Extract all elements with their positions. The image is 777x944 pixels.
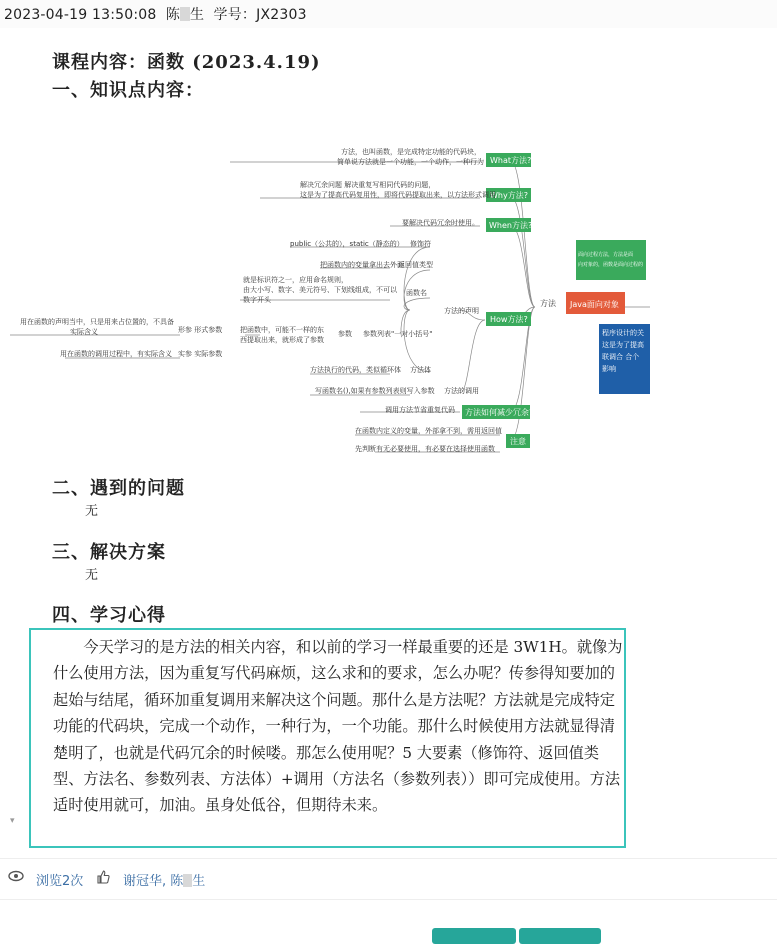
fname-desc-2: 由大小写、数字、美元符号、下划线组成，不可以 [243, 286, 397, 294]
eye-icon [8, 870, 24, 886]
student-id: 学号：JX2303 [213, 7, 307, 23]
tag-what-label: What方法? [490, 156, 532, 165]
tag-why-label: Why方法? [490, 191, 528, 200]
node-body: 方法体 [410, 366, 431, 374]
author-name-suffix: 生 [190, 7, 205, 23]
reflection-line: 调用（方法名（参数列表））即可完成使用。方法适时使用就可，加油。虽 [53, 770, 621, 815]
tag-how-label: How方法? [490, 315, 528, 324]
section-problem-heading: 二、遇到的问题 [52, 478, 185, 499]
tag-note-label: 注意 [510, 437, 526, 446]
reflection-paragraph [53, 634, 623, 819]
header-bar [0, 0, 777, 28]
note-desc-2: 先判断有无必要使用，有必要在选择使用函数 [355, 445, 495, 453]
section-problem-text: 无 [85, 504, 99, 519]
reflection-box [29, 628, 626, 848]
scroll-marker-icon: ▾ [10, 816, 15, 826]
why-desc-1: 解决冗余问题 解决重复写相同代码的问题， [300, 181, 436, 189]
post-footer [0, 858, 777, 900]
when-desc: 要解决代码冗余时使用。 [402, 219, 479, 227]
modifier-desc: public（公共的），static（静态的） [290, 240, 404, 248]
reflection-line: 就像为什么使用方法，因为重复写代码麻烦，这么求和的要求，怎么办呢？ [53, 638, 623, 683]
section-solution-heading: 三、解决方案 [52, 542, 166, 563]
side-note-green-line-1: 面向过程方法，方法是面 [578, 252, 634, 258]
course-title: 课程内容：函数 (2023.4.19) [52, 52, 321, 73]
reflection-line: 法呢？方法就是完成特定功能的代码块，完成一个动作，一种行为，一个功 [53, 690, 615, 736]
section-knowledge-heading: 一、知识点内容： [52, 80, 204, 101]
header-info [4, 4, 307, 24]
section-solution-text: 无 [85, 568, 99, 583]
name-redaction [183, 874, 192, 887]
side-note-blue-line-3: 联调合 合个 [602, 353, 640, 361]
param-desc-1: 把函数中，可能不一样的东 [240, 326, 324, 334]
post-datetime: 2023-04-19 13:50:08 [4, 7, 157, 23]
mindmap-diagram [10, 110, 650, 470]
view-count-link[interactable]: 浏览2次 [36, 874, 84, 889]
reduce-desc: 调用方法节省重复代码 [385, 406, 455, 414]
root-node-label: Java面向对象 [570, 300, 619, 309]
side-note-blue-line-4: 影响 [602, 365, 616, 373]
body-desc: 方法执行的代码，类似循环体 [310, 366, 401, 374]
ret-desc: 把函数内的变量拿出去外面 [320, 261, 404, 269]
side-note-blue-line-1: 程序设计的关 [602, 329, 644, 337]
node-ret: 返回值类型 [398, 261, 433, 269]
what-desc-2: 简单说方法就是一个功能，一个动作，一种行为 [337, 158, 484, 166]
node-method: 方法 [540, 299, 556, 308]
likes-list-link[interactable] [123, 870, 205, 889]
call-desc: 写函数名(),如果有参数列表则写入参数 [315, 387, 435, 395]
name-redaction [180, 7, 190, 21]
node-formal: 形参 形式参数 [178, 326, 223, 334]
node-param: 参数 [338, 330, 352, 338]
node-plist: 参数列表"一对小括号" [363, 330, 433, 338]
formal-desc-1: 用在函数的声明当中，只是用来占位置的，不具备 [20, 318, 174, 326]
node-modifier: 修饰符 [410, 240, 431, 248]
formal-desc-2: 实际含义 [70, 328, 98, 336]
node-call: 方法的调用 [444, 387, 479, 395]
tag-when-label: When方法? [489, 221, 533, 230]
side-note-blue-line-2: 这是为了提高 [602, 341, 644, 349]
side-note-green-line-2: 向对象的，函数是面向过程的 [578, 262, 644, 268]
side-note-green [576, 240, 646, 280]
likes-suffix: 生 [192, 874, 206, 889]
likes-prefix: 谢冠华, 陈 [123, 874, 184, 889]
thumbs-up-icon[interactable] [96, 870, 110, 888]
node-decl: 方法的声明 [444, 307, 479, 315]
fname-desc-3: 数字开头 [243, 296, 271, 304]
action-button-1[interactable] [432, 928, 516, 944]
author-name-prefix: 陈 [165, 7, 181, 23]
what-desc-1: 方法，也叫函数，是完成特定功能的代码块， [341, 148, 481, 156]
action-button-2[interactable] [519, 928, 601, 944]
why-desc-2: 这是为了提高代码复用性，即将代码提取出来，以方法形式调用 [300, 191, 496, 199]
param-desc-2: 西提取出来，就形成了参数 [240, 336, 324, 344]
note-desc-1: 在函数内定义的变量，外部拿不到，需用返回值 [355, 427, 502, 435]
tag-reduce-label: 方法如何减少冗余? [465, 408, 534, 417]
document-image [0, 36, 777, 851]
reflection-line: 么使用呢？5 大要素（修饰符、返回值类型、方法名、参数列表、方法体）+ [53, 743, 600, 789]
reflection-line: 身处低谷，但期待未来。 [220, 796, 388, 815]
reflection-line: 传参得知要加的起始与结尾，循环加重复调用来解决这个问题。那什么是方 [53, 664, 615, 709]
actual-desc: 用在函数的调用过程中，有实际含义 [60, 350, 172, 358]
section-reflection-heading: 四、学习心得 [52, 605, 166, 626]
reflection-line: 今天学习的是方法的相关内容，和以前的学习一样最重要的还是 3W1H。 [83, 638, 577, 656]
node-fname: 函数名 [406, 289, 427, 297]
reflection-line: 能。那什么时候使用方法就显得清楚明了，也就是代码冗余的时候喽。那怎 [53, 717, 615, 762]
node-actual: 实参 实际参数 [178, 350, 223, 358]
fname-desc-1: 就是标识符之一，应用命名规则， [243, 276, 348, 284]
